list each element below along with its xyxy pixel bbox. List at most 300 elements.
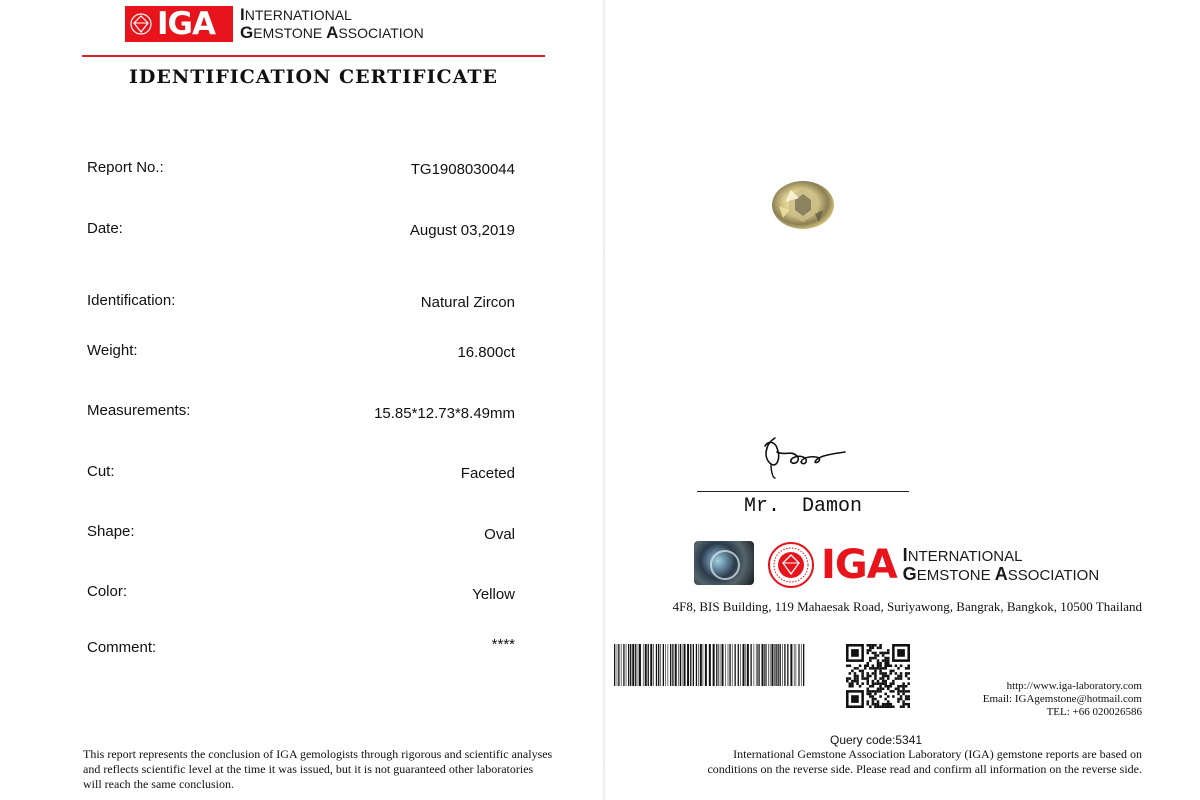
qr-module bbox=[900, 698, 903, 701]
signer-name: Mr. Damon bbox=[743, 495, 863, 518]
qr-module bbox=[887, 652, 890, 655]
qr-module bbox=[879, 682, 882, 685]
barcode-bar bbox=[720, 644, 721, 686]
barcode-bar bbox=[782, 644, 783, 686]
qr-module bbox=[887, 685, 890, 688]
barcode-bar bbox=[672, 644, 673, 686]
qr-module bbox=[879, 695, 882, 698]
field-value-color: Yellow bbox=[472, 586, 515, 603]
qr-module bbox=[907, 695, 910, 698]
barcode-bar bbox=[716, 644, 717, 686]
qr-module bbox=[884, 705, 887, 708]
qr-module bbox=[890, 690, 893, 693]
qr-module bbox=[879, 652, 882, 655]
qr-module bbox=[877, 700, 880, 703]
qr-finder bbox=[897, 649, 905, 657]
qr-module bbox=[897, 685, 900, 688]
qr-module bbox=[872, 652, 875, 655]
qr-module bbox=[890, 703, 893, 706]
qr-module bbox=[890, 670, 893, 673]
barcode-bar bbox=[780, 644, 781, 686]
qr-module bbox=[884, 680, 887, 683]
qr-module bbox=[874, 682, 877, 685]
qr-module bbox=[869, 675, 872, 678]
qr-module bbox=[879, 688, 882, 691]
qr-module bbox=[846, 680, 849, 683]
qr-module bbox=[877, 703, 880, 706]
qr-module bbox=[866, 677, 869, 680]
iga-footer-logo bbox=[767, 541, 1099, 589]
qr-module bbox=[887, 662, 890, 665]
qr-module bbox=[902, 682, 905, 685]
qr-module bbox=[846, 664, 849, 667]
barcode-bar bbox=[614, 644, 615, 686]
signature-mark bbox=[755, 430, 865, 480]
qr-module bbox=[900, 672, 903, 675]
qr-finder bbox=[851, 695, 859, 703]
qr-module bbox=[882, 672, 885, 675]
barcode-bar bbox=[747, 644, 749, 686]
qr-module bbox=[874, 693, 877, 696]
qr-module bbox=[872, 647, 875, 650]
barcode-bar bbox=[665, 644, 666, 686]
barcode-bar bbox=[653, 644, 654, 686]
qr-module bbox=[882, 654, 885, 657]
qr-module bbox=[882, 705, 885, 708]
qr-module bbox=[872, 703, 875, 706]
barcode-bar bbox=[668, 644, 669, 686]
qr-module bbox=[902, 700, 905, 703]
qr-module bbox=[879, 705, 882, 708]
qr-module bbox=[902, 690, 905, 693]
qr-module bbox=[872, 667, 875, 670]
qr-module bbox=[874, 703, 877, 706]
qr-module bbox=[902, 703, 905, 706]
field-value-shape: Oval bbox=[484, 526, 515, 543]
barcode-bar bbox=[794, 644, 795, 686]
qr-module bbox=[856, 667, 859, 670]
qr-module bbox=[892, 690, 895, 693]
barcode-bar bbox=[722, 644, 724, 686]
qr-module bbox=[866, 672, 869, 675]
barcode-bar bbox=[645, 644, 647, 686]
qr-module bbox=[877, 688, 880, 691]
barcode-bar bbox=[729, 644, 730, 686]
qr-module bbox=[879, 644, 882, 647]
barcode-bar bbox=[738, 644, 739, 686]
field-value-measurements: 15.85*12.73*8.49mm bbox=[374, 405, 515, 422]
field-value-report-no: TG1908030044 bbox=[410, 161, 515, 178]
qr-module bbox=[872, 700, 875, 703]
qr-module bbox=[890, 672, 893, 675]
barcode-bar bbox=[660, 644, 661, 686]
barcode-bar bbox=[770, 644, 771, 686]
qr-module bbox=[879, 672, 882, 675]
qr-module bbox=[905, 685, 908, 688]
qr-module bbox=[851, 680, 854, 683]
qr-module bbox=[902, 705, 905, 708]
barcode-bar bbox=[758, 644, 759, 686]
barcode-bar bbox=[725, 644, 726, 686]
qr-module bbox=[872, 695, 875, 698]
qr-module bbox=[884, 662, 887, 665]
qr-module bbox=[887, 649, 890, 652]
qr-module bbox=[890, 664, 893, 667]
qr-module bbox=[877, 654, 880, 657]
qr-module bbox=[849, 685, 852, 688]
qr-module bbox=[879, 677, 882, 680]
qr-module bbox=[882, 659, 885, 662]
barcode-bar bbox=[777, 644, 778, 686]
lab-contact bbox=[983, 680, 1142, 719]
qr-module bbox=[846, 677, 849, 680]
qr-module bbox=[874, 670, 877, 673]
qr-module bbox=[874, 690, 877, 693]
barcode-bar bbox=[709, 644, 711, 686]
barcode-bar bbox=[799, 644, 800, 686]
qr-module bbox=[872, 657, 875, 660]
qr-module bbox=[882, 677, 885, 680]
barcode-bar bbox=[803, 644, 804, 686]
qr-module bbox=[874, 705, 877, 708]
qr-module bbox=[879, 690, 882, 693]
barcode-bar bbox=[761, 644, 763, 686]
qr-module bbox=[884, 693, 887, 696]
iga-logo-mark: IGA bbox=[157, 6, 215, 42]
qr-module bbox=[890, 705, 893, 708]
barcode-bar bbox=[756, 644, 757, 686]
qr-module bbox=[895, 664, 898, 667]
qr-module bbox=[854, 675, 857, 678]
qr-module bbox=[907, 682, 910, 685]
qr-module bbox=[900, 705, 903, 708]
qr-module bbox=[866, 680, 869, 683]
qr-module bbox=[907, 690, 910, 693]
qr-module bbox=[895, 672, 898, 675]
barcode-bar bbox=[682, 644, 683, 686]
qr-module bbox=[877, 690, 880, 693]
qr-module bbox=[859, 664, 862, 667]
qr-module bbox=[854, 677, 857, 680]
barcode-bar bbox=[801, 644, 802, 686]
qr-module bbox=[874, 652, 877, 655]
field-label-report-no: Report No.: bbox=[87, 159, 164, 176]
qr-module bbox=[902, 688, 905, 691]
header-divider bbox=[82, 55, 545, 57]
qr-module bbox=[879, 647, 882, 650]
iga-logo-badge bbox=[125, 6, 233, 42]
qr-module bbox=[861, 682, 864, 685]
qr-module bbox=[872, 672, 875, 675]
qr-module bbox=[884, 672, 887, 675]
qr-module bbox=[861, 675, 864, 678]
barcode-bar bbox=[638, 644, 639, 686]
qr-module bbox=[874, 644, 877, 647]
qr-module bbox=[856, 680, 859, 683]
barcode-bar bbox=[696, 644, 697, 686]
barcode-bar bbox=[750, 644, 751, 686]
field-label-cut: Cut: bbox=[87, 463, 115, 480]
iga-footer-mark: IGA bbox=[821, 542, 897, 588]
barcode-bar bbox=[617, 644, 618, 686]
barcode-bar bbox=[635, 644, 636, 686]
qr-module bbox=[882, 682, 885, 685]
qr-module bbox=[877, 647, 880, 650]
qr-module bbox=[856, 675, 859, 678]
barcode-bar bbox=[703, 644, 704, 686]
qr-module bbox=[872, 664, 875, 667]
qr-module bbox=[869, 705, 872, 708]
lab-address: 4F8, BIS Building, 119 Mahaesak Road, Suriyawong, Bangrak, Bangkok, 10500 Thailand bbox=[672, 599, 1142, 614]
qr-module bbox=[900, 695, 903, 698]
qr-module bbox=[892, 682, 895, 685]
barcode-bar bbox=[656, 644, 657, 686]
qr-module bbox=[866, 693, 869, 696]
qr-module bbox=[877, 659, 880, 662]
barcode-bar bbox=[754, 644, 755, 686]
qr-module bbox=[869, 695, 872, 698]
qr-module bbox=[887, 705, 890, 708]
qr-module bbox=[890, 685, 893, 688]
qr-finder bbox=[851, 649, 859, 657]
qr-module bbox=[866, 644, 869, 647]
barcode-bar bbox=[728, 644, 729, 686]
qr-module bbox=[874, 677, 877, 680]
qr-module bbox=[907, 664, 910, 667]
qr-module bbox=[882, 688, 885, 691]
qr-module bbox=[866, 682, 869, 685]
qr-module bbox=[907, 672, 910, 675]
qr-module bbox=[856, 677, 859, 680]
qr-module bbox=[879, 685, 882, 688]
qr-module bbox=[884, 659, 887, 662]
qr-module bbox=[897, 675, 900, 678]
barcode-bar bbox=[643, 644, 644, 686]
qr-module bbox=[879, 670, 882, 673]
qr-module bbox=[879, 664, 882, 667]
qr-module bbox=[861, 670, 864, 673]
qr-module bbox=[890, 682, 893, 685]
barcode-bar bbox=[678, 644, 679, 686]
qr-module bbox=[884, 698, 887, 701]
qr-module bbox=[882, 667, 885, 670]
barcode-bar bbox=[670, 644, 671, 686]
hologram-sticker-icon bbox=[694, 541, 754, 585]
qr-module bbox=[874, 667, 877, 670]
barcode-bar bbox=[690, 644, 691, 686]
qr-module bbox=[879, 667, 882, 670]
qr-module bbox=[887, 675, 890, 678]
qr-module bbox=[859, 670, 862, 673]
barcode-bar bbox=[732, 644, 733, 686]
qr-module bbox=[869, 667, 872, 670]
qr-module bbox=[907, 698, 910, 701]
barcode-icon bbox=[614, 644, 806, 686]
qr-module bbox=[866, 675, 869, 678]
qr-module bbox=[907, 677, 910, 680]
barcode-bar bbox=[684, 644, 686, 686]
barcode-bar bbox=[632, 644, 634, 686]
iga-seal-icon bbox=[767, 541, 815, 589]
qr-module bbox=[874, 672, 877, 675]
qr-module bbox=[849, 677, 852, 680]
qr-module bbox=[892, 705, 895, 708]
qr-module bbox=[905, 698, 908, 701]
qr-module bbox=[884, 664, 887, 667]
qr-module bbox=[861, 677, 864, 680]
field-value-date: August 03,2019 bbox=[409, 222, 515, 239]
qr-module bbox=[872, 685, 875, 688]
qr-module bbox=[905, 703, 908, 706]
field-label-weight: Weight: bbox=[87, 342, 138, 359]
barcode-bar bbox=[798, 644, 799, 686]
certificate-disclaimer: This report represents the conclusion of IGA gemologists through rigorous and scientific analyses and reflects scientific level at the time it was issued, but it is not guaranteed other laboratories will reach the same conclusion. bbox=[83, 747, 553, 791]
barcode-bar bbox=[745, 644, 746, 686]
qr-module bbox=[864, 677, 867, 680]
qr-code-icon bbox=[846, 644, 910, 708]
qr-module bbox=[872, 682, 875, 685]
qr-module bbox=[897, 693, 900, 696]
barcode-bar bbox=[787, 644, 788, 686]
barcode-bar bbox=[766, 644, 767, 686]
qr-module bbox=[900, 664, 903, 667]
qr-module bbox=[866, 688, 869, 691]
qr-module bbox=[884, 685, 887, 688]
qr-module bbox=[884, 657, 887, 660]
barcode-bar bbox=[618, 644, 619, 686]
barcode-bar bbox=[663, 644, 664, 686]
qr-module bbox=[866, 652, 869, 655]
iga-header-logo bbox=[125, 6, 424, 42]
qr-module bbox=[866, 662, 869, 665]
field-label-date: Date: bbox=[87, 220, 123, 237]
barcode-bar bbox=[700, 644, 702, 686]
qr-module bbox=[887, 659, 890, 662]
qr-module bbox=[864, 664, 867, 667]
barcode-bar bbox=[718, 644, 719, 686]
qr-module bbox=[887, 703, 890, 706]
barcode-bar bbox=[784, 644, 785, 686]
barcode-bar bbox=[628, 644, 629, 686]
barcode-bar bbox=[735, 644, 736, 686]
qr-module bbox=[877, 682, 880, 685]
field-label-identification: Identification: bbox=[87, 292, 176, 309]
qr-module bbox=[892, 695, 895, 698]
qr-module bbox=[887, 664, 890, 667]
qr-module bbox=[856, 682, 859, 685]
qr-module bbox=[905, 690, 908, 693]
qr-module bbox=[887, 695, 890, 698]
qr-module bbox=[902, 693, 905, 696]
oval-gemstone-photo bbox=[771, 180, 835, 230]
qr-module bbox=[887, 677, 890, 680]
qr-module bbox=[897, 688, 900, 691]
barcode-bar bbox=[658, 644, 659, 686]
iga-logo-wordmark: INTERNATIONAL GEMSTONE ASSOCIATION bbox=[240, 5, 424, 42]
barcode-bar bbox=[771, 644, 773, 686]
field-label-color: Color: bbox=[87, 583, 128, 600]
qr-module bbox=[884, 703, 887, 706]
qr-module bbox=[895, 688, 898, 691]
field-label-comment: Comment: bbox=[87, 639, 157, 656]
qr-module bbox=[905, 672, 908, 675]
qr-module bbox=[866, 703, 869, 706]
qr-module bbox=[877, 667, 880, 670]
barcode-bar bbox=[768, 644, 769, 686]
qr-module bbox=[869, 685, 872, 688]
qr-module bbox=[869, 649, 872, 652]
diamond-rosette-icon bbox=[129, 12, 153, 36]
qr-module bbox=[907, 667, 910, 670]
qr-module bbox=[869, 644, 872, 647]
barcode-bar bbox=[687, 644, 689, 686]
qr-module bbox=[854, 672, 857, 675]
qr-module bbox=[877, 705, 880, 708]
lab-email: Email: IGAgemstone@hotmail.com bbox=[982, 693, 1142, 705]
iga-footer-wordmark: INTERNATIONAL GEMSTONE ASSOCIATION bbox=[902, 545, 1100, 584]
qr-module bbox=[854, 667, 857, 670]
qr-module bbox=[897, 690, 900, 693]
qr-module bbox=[882, 680, 885, 683]
qr-module bbox=[869, 693, 872, 696]
barcode-bar bbox=[775, 644, 776, 686]
barcode-bar bbox=[705, 644, 707, 686]
qr-module bbox=[900, 685, 903, 688]
qr-module bbox=[882, 652, 885, 655]
barcode-bar bbox=[621, 644, 622, 686]
certificate-title: IDENTIFICATION CERTIFICATE bbox=[129, 66, 498, 88]
qr-module bbox=[897, 677, 900, 680]
barcode-bar bbox=[790, 644, 792, 686]
field-label-shape: Shape: bbox=[87, 523, 135, 540]
qr-module bbox=[887, 700, 890, 703]
qr-module bbox=[869, 690, 872, 693]
qr-module bbox=[882, 703, 885, 706]
field-value-comment: **** bbox=[491, 636, 515, 653]
qr-module bbox=[869, 659, 872, 662]
qr-module bbox=[869, 647, 872, 650]
qr-module bbox=[866, 700, 869, 703]
query-code: Query code:5341 bbox=[830, 733, 923, 747]
qr-module bbox=[877, 680, 880, 683]
qr-module bbox=[851, 682, 854, 685]
qr-module bbox=[874, 698, 877, 701]
qr-module bbox=[884, 652, 887, 655]
qr-module bbox=[905, 695, 908, 698]
field-value-weight: 16.800ct bbox=[457, 344, 515, 361]
barcode-bar bbox=[650, 644, 652, 686]
qr-module bbox=[892, 670, 895, 673]
reverse-side-note: International Gemstone Association Laboratory (IGA) gemstone reports are based on conditions on the reverse side. Please read and confirm all information on the reverse side. bbox=[707, 747, 1142, 776]
qr-module bbox=[900, 690, 903, 693]
field-value-cut: Faceted bbox=[460, 465, 515, 482]
qr-module bbox=[861, 672, 864, 675]
barcode-bar bbox=[630, 644, 631, 686]
qr-module bbox=[872, 698, 875, 701]
barcode-bar bbox=[796, 644, 797, 686]
qr-module bbox=[872, 690, 875, 693]
barcode-bar bbox=[757, 644, 758, 686]
qr-module bbox=[851, 670, 854, 673]
barcode-bar bbox=[626, 644, 627, 686]
qr-module bbox=[864, 667, 867, 670]
qr-module bbox=[874, 654, 877, 657]
qr-module bbox=[887, 657, 890, 660]
barcode-bar bbox=[680, 644, 681, 686]
qr-module bbox=[877, 662, 880, 665]
qr-module bbox=[902, 685, 905, 688]
qr-module bbox=[849, 664, 852, 667]
